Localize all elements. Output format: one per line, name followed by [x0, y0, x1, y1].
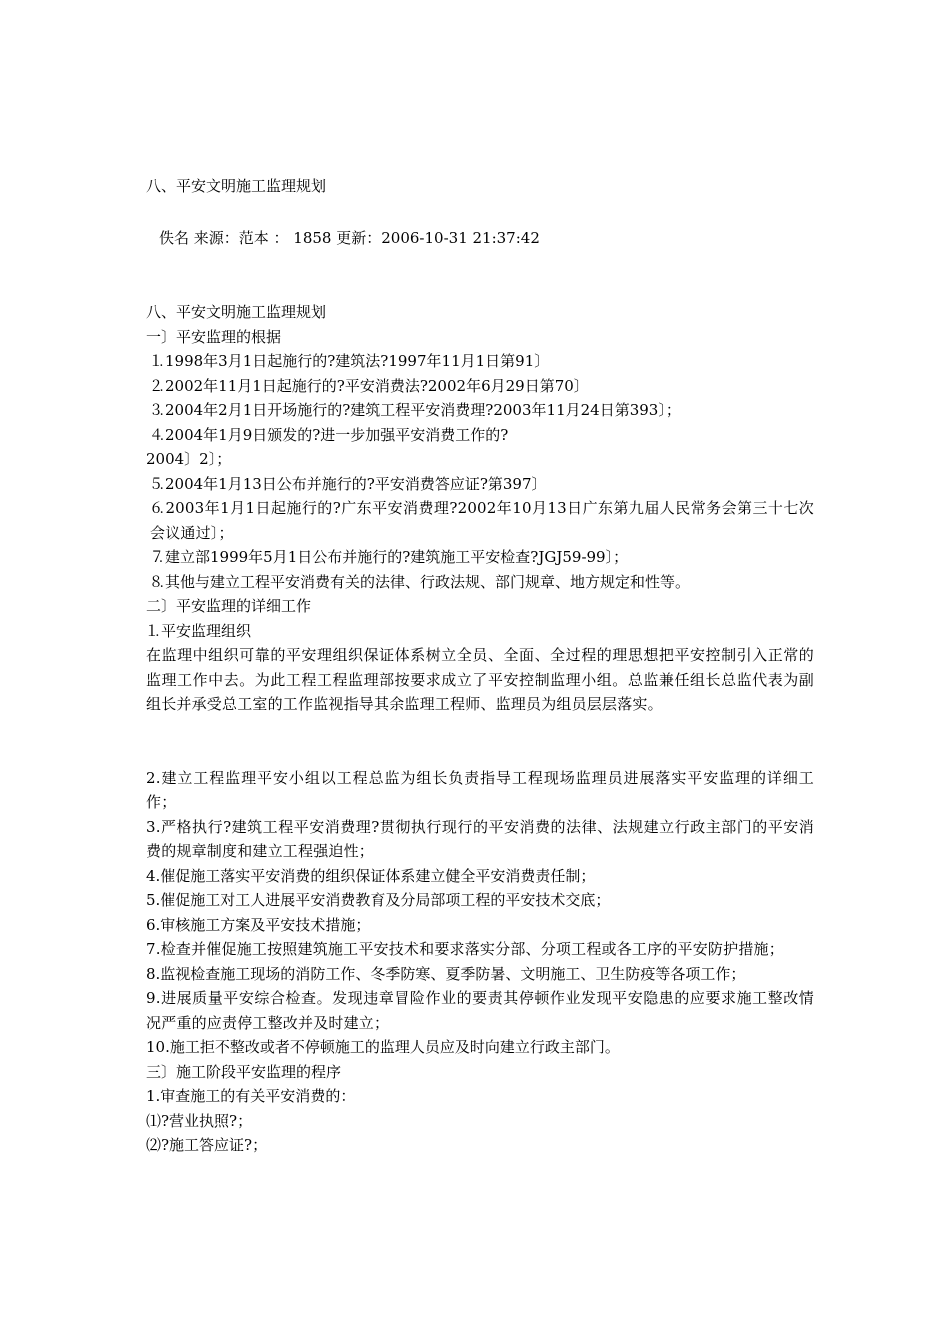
section2-item: 9.进展质量平安综合检查。发现违章冒险作业的要责其停顿作业发现平安隐患的应要求施工整改情况严重的应责停工整改并及时建立；	[146, 989, 814, 1032]
section2-title: 二〕平安监理的详细工作	[146, 597, 312, 615]
section1-title: 一〕平安监理的根据	[146, 327, 282, 346]
section2-item: 6.审核施工方案及平安技术措施；	[146, 915, 371, 934]
section3-item: ⑵?施工答应证?；	[146, 1136, 268, 1154]
section1-item: ⒏其他与建立工程平安消费有关的法律、行政法规、部门规章、地方规定和性等。	[150, 572, 691, 591]
document-title: 八、平安文明施工监理规划	[146, 177, 327, 195]
section2-sub1-title: ⒈平安监理组织	[146, 621, 252, 640]
section1-item: ⒉2002年11月1日起施行的?平安消费法?2002年6月29日第70〕	[150, 376, 589, 395]
section3-item: ⑴?营业执照?；	[146, 1111, 253, 1130]
section3-title: 三〕施工阶段平安监理的程序	[146, 1062, 342, 1081]
section1-item: ⒈1998年3月1日起施行的?建筑法?1997年11月1日第91〕	[150, 352, 550, 370]
section1-item: ⒎建立部1999年5月1日公布并施行的?建筑施工平安检查?JGJ59-99〕；	[150, 548, 629, 566]
section2-item: 4.催促施工落实平安消费的组织保证体系建立健全平安消费责任制；	[146, 866, 596, 885]
section2-item: 7.检查并催促施工按照建筑施工平安技术和要求落实分部、分项工程或各工序的平安防护措施；	[146, 940, 784, 958]
section3-item: 1.审查施工的有关平安消费的：	[146, 1087, 356, 1105]
document-body	[146, 300, 814, 1158]
section1-item: ⒋2004年1月9日颁发的?进一步加强平安消费工作的?	[150, 425, 509, 444]
content-heading: 八、平安文明施工监理规划	[146, 303, 327, 321]
section1-item: ⒌2004年1月13日公布并施行的?平安消费答应证?第397〕	[150, 474, 547, 493]
section2-item: 3.严格执行?建筑工程平安消费理?贯彻执行现行的平安消费的法律、法规建立行政主部门的平安消费的规章制度和建立工程强迫性；	[146, 817, 814, 860]
section1-item: ⒊2004年2月1日开场施行的?建筑工程平安消费理?2003年11月24日第393〕；	[150, 401, 681, 419]
section2-item: 8.监视检查施工现场的消防工作、冬季防寒、夏季防暑、文明施工、卫生防疫等各项工作；	[146, 964, 746, 983]
section1-item: ⒍2003年1月1日起施行的?广东平安消费理?2002年10月13日广东第九届人民常务会第三十七次会议通过〕；	[150, 499, 814, 542]
section2-sub1-paragraph: 在监理中组织可靠的平安理组织保证体系树立全员、全面、全过程的理思想把平安控制引入正常的监理工作中去。为此工程工程监理部按要求成立了平安控制监理小组。总监兼任组长总监代表为副组长并承受总工室的工作监视指导其余监理工程师、监理员为组员层层落实。	[146, 646, 814, 713]
section2-item: 10.施工拒不整改或者不停顿施工的监理人员应及时向建立行政主部门。	[146, 1038, 620, 1056]
paragraph-gap	[146, 717, 814, 766]
document-meta: 佚名 来源：范本 ： 1858 更新：2006-10-31 21:37:42	[159, 229, 540, 247]
section1-item: 2004〕2〕；	[146, 450, 232, 468]
section2-item: 5.催促施工对工人进展平安消费教育及分局部项工程的平安技术交底；	[146, 891, 611, 909]
section2-item: 2.建立工程监理平安小组以工程总监为组长负责指导工程现场监理员进展落实平安监理的详细工作；	[146, 768, 814, 811]
